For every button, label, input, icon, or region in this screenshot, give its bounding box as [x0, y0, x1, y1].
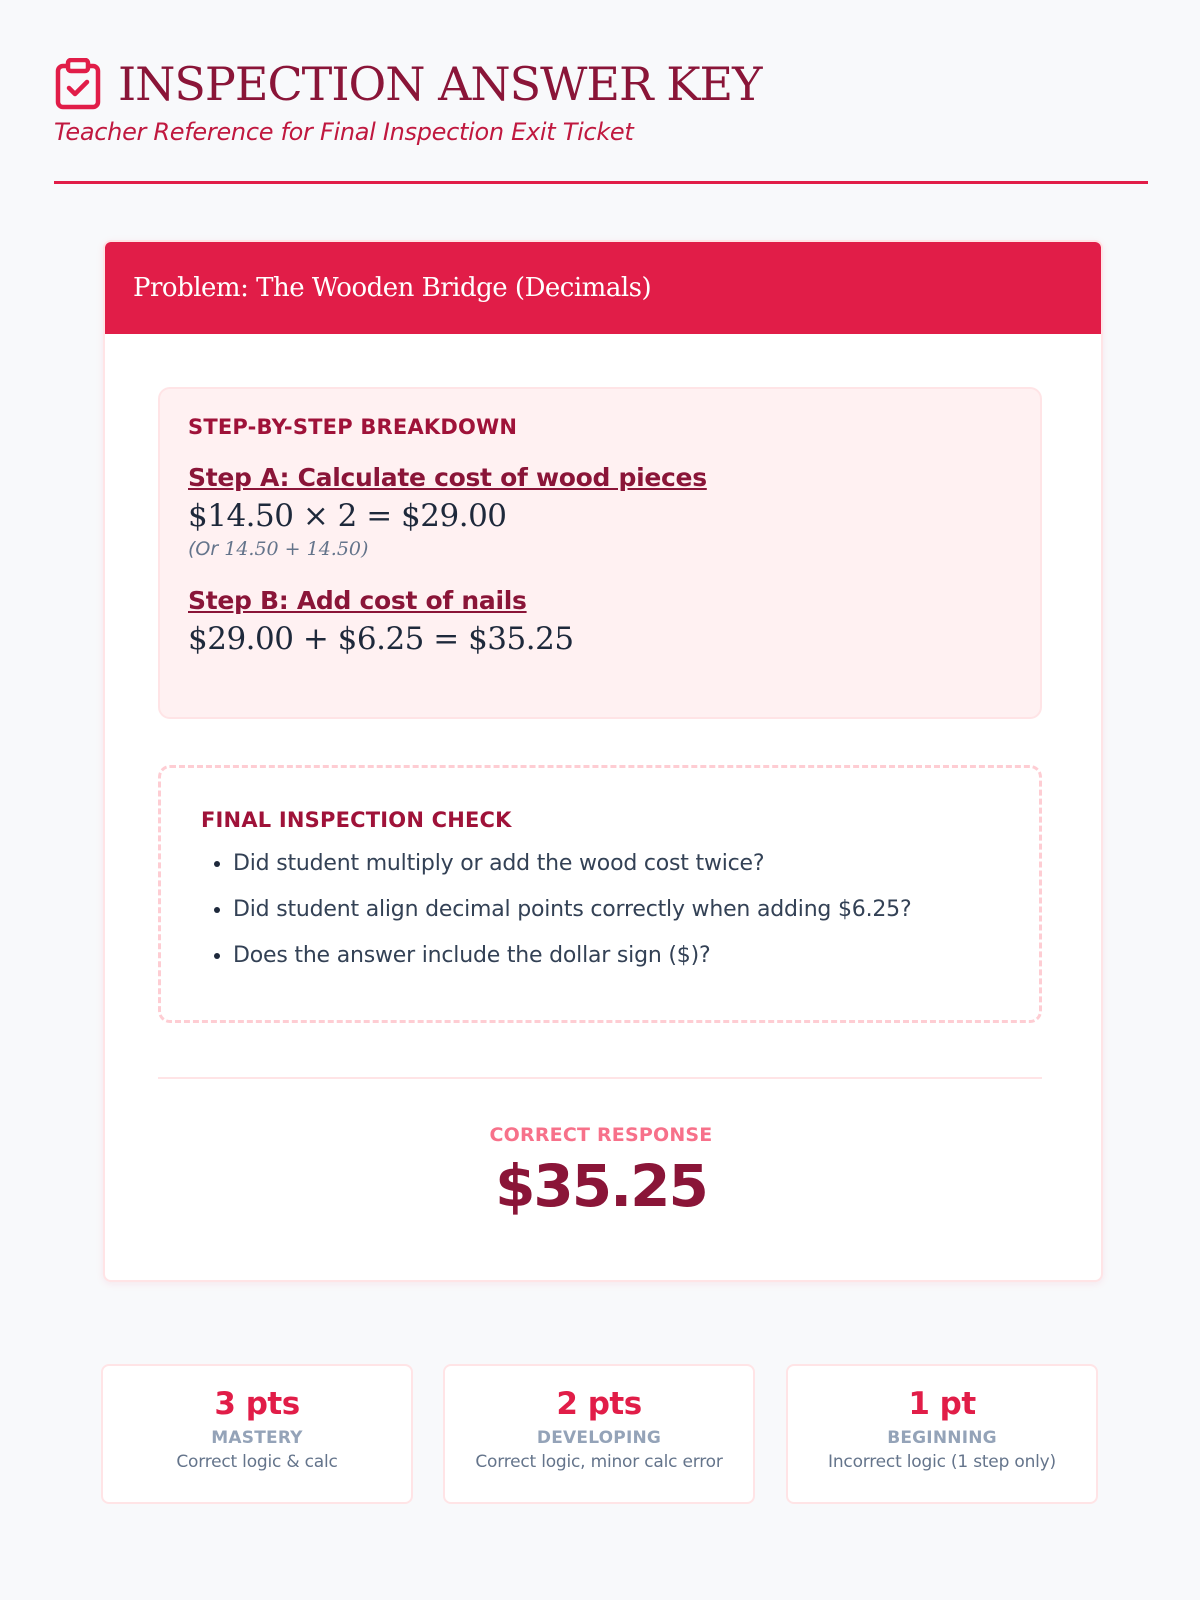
page-title: INSPECTION ANSWER KEY	[118, 57, 762, 111]
correct-response-label: CORRECT RESPONSE	[489, 1124, 713, 1146]
step-a-equation: $14.50 × 2 = $29.00	[188, 498, 507, 534]
step-a-note-math: 14.50 + 14.50	[224, 538, 362, 560]
score-level: MASTERY	[211, 1428, 303, 1448]
score-card-mastery	[101, 1364, 413, 1504]
score-level: DEVELOPING	[536, 1428, 662, 1448]
correct-response-value: $35.25	[495, 1152, 707, 1220]
final-inspection-check	[158, 765, 1042, 1023]
check-label: FINAL INSPECTION CHECK	[201, 808, 512, 832]
score-description: Correct logic & calc	[176, 1452, 338, 1472]
score-description: Incorrect logic (1 step only)	[828, 1452, 1056, 1472]
step-a-note	[188, 538, 1012, 560]
score-points: 1 pt	[908, 1386, 976, 1422]
problem-card-header	[105, 242, 1101, 334]
score-description: Correct logic, minor calc error	[475, 1452, 723, 1472]
step-a-note-suffix: )	[361, 538, 369, 560]
step-b-equation: $29.00 + $6.25 = $35.25	[188, 621, 574, 657]
score-card-beginning	[786, 1364, 1098, 1504]
step-b-title: Step B: Add cost of nails	[188, 586, 527, 615]
clipboard-check-icon	[54, 58, 102, 110]
title-row	[54, 56, 1146, 112]
header-divider	[54, 181, 1148, 184]
section-divider	[158, 1077, 1042, 1079]
problem-title: Problem: The Wooden Bridge (Decimals)	[133, 273, 652, 303]
step-a-note-prefix: (Or	[188, 538, 219, 560]
score-points: 3 pts	[214, 1386, 300, 1422]
check-item: • Does the answer include the dollar sign ($)?	[233, 942, 999, 970]
step-a-title: Step A: Calculate cost of wood pieces	[188, 463, 707, 492]
breakdown-label: STEP-BY-STEP BREAKDOWN	[188, 415, 518, 439]
problem-card	[103, 240, 1103, 1282]
score-level: BEGINNING	[887, 1428, 997, 1448]
score-points: 2 pts	[556, 1386, 642, 1422]
check-list	[201, 850, 999, 970]
step-breakdown-panel	[158, 387, 1042, 719]
score-card-developing	[443, 1364, 755, 1504]
check-item: • Did student multiply or add the wood cost twice?	[233, 850, 999, 878]
check-item: • Did student align decimal points correctly when adding $6.25?	[233, 896, 999, 924]
page-header	[54, 56, 1146, 146]
page-subtitle: Teacher Reference for Final Inspection Exit Ticket	[54, 118, 634, 146]
